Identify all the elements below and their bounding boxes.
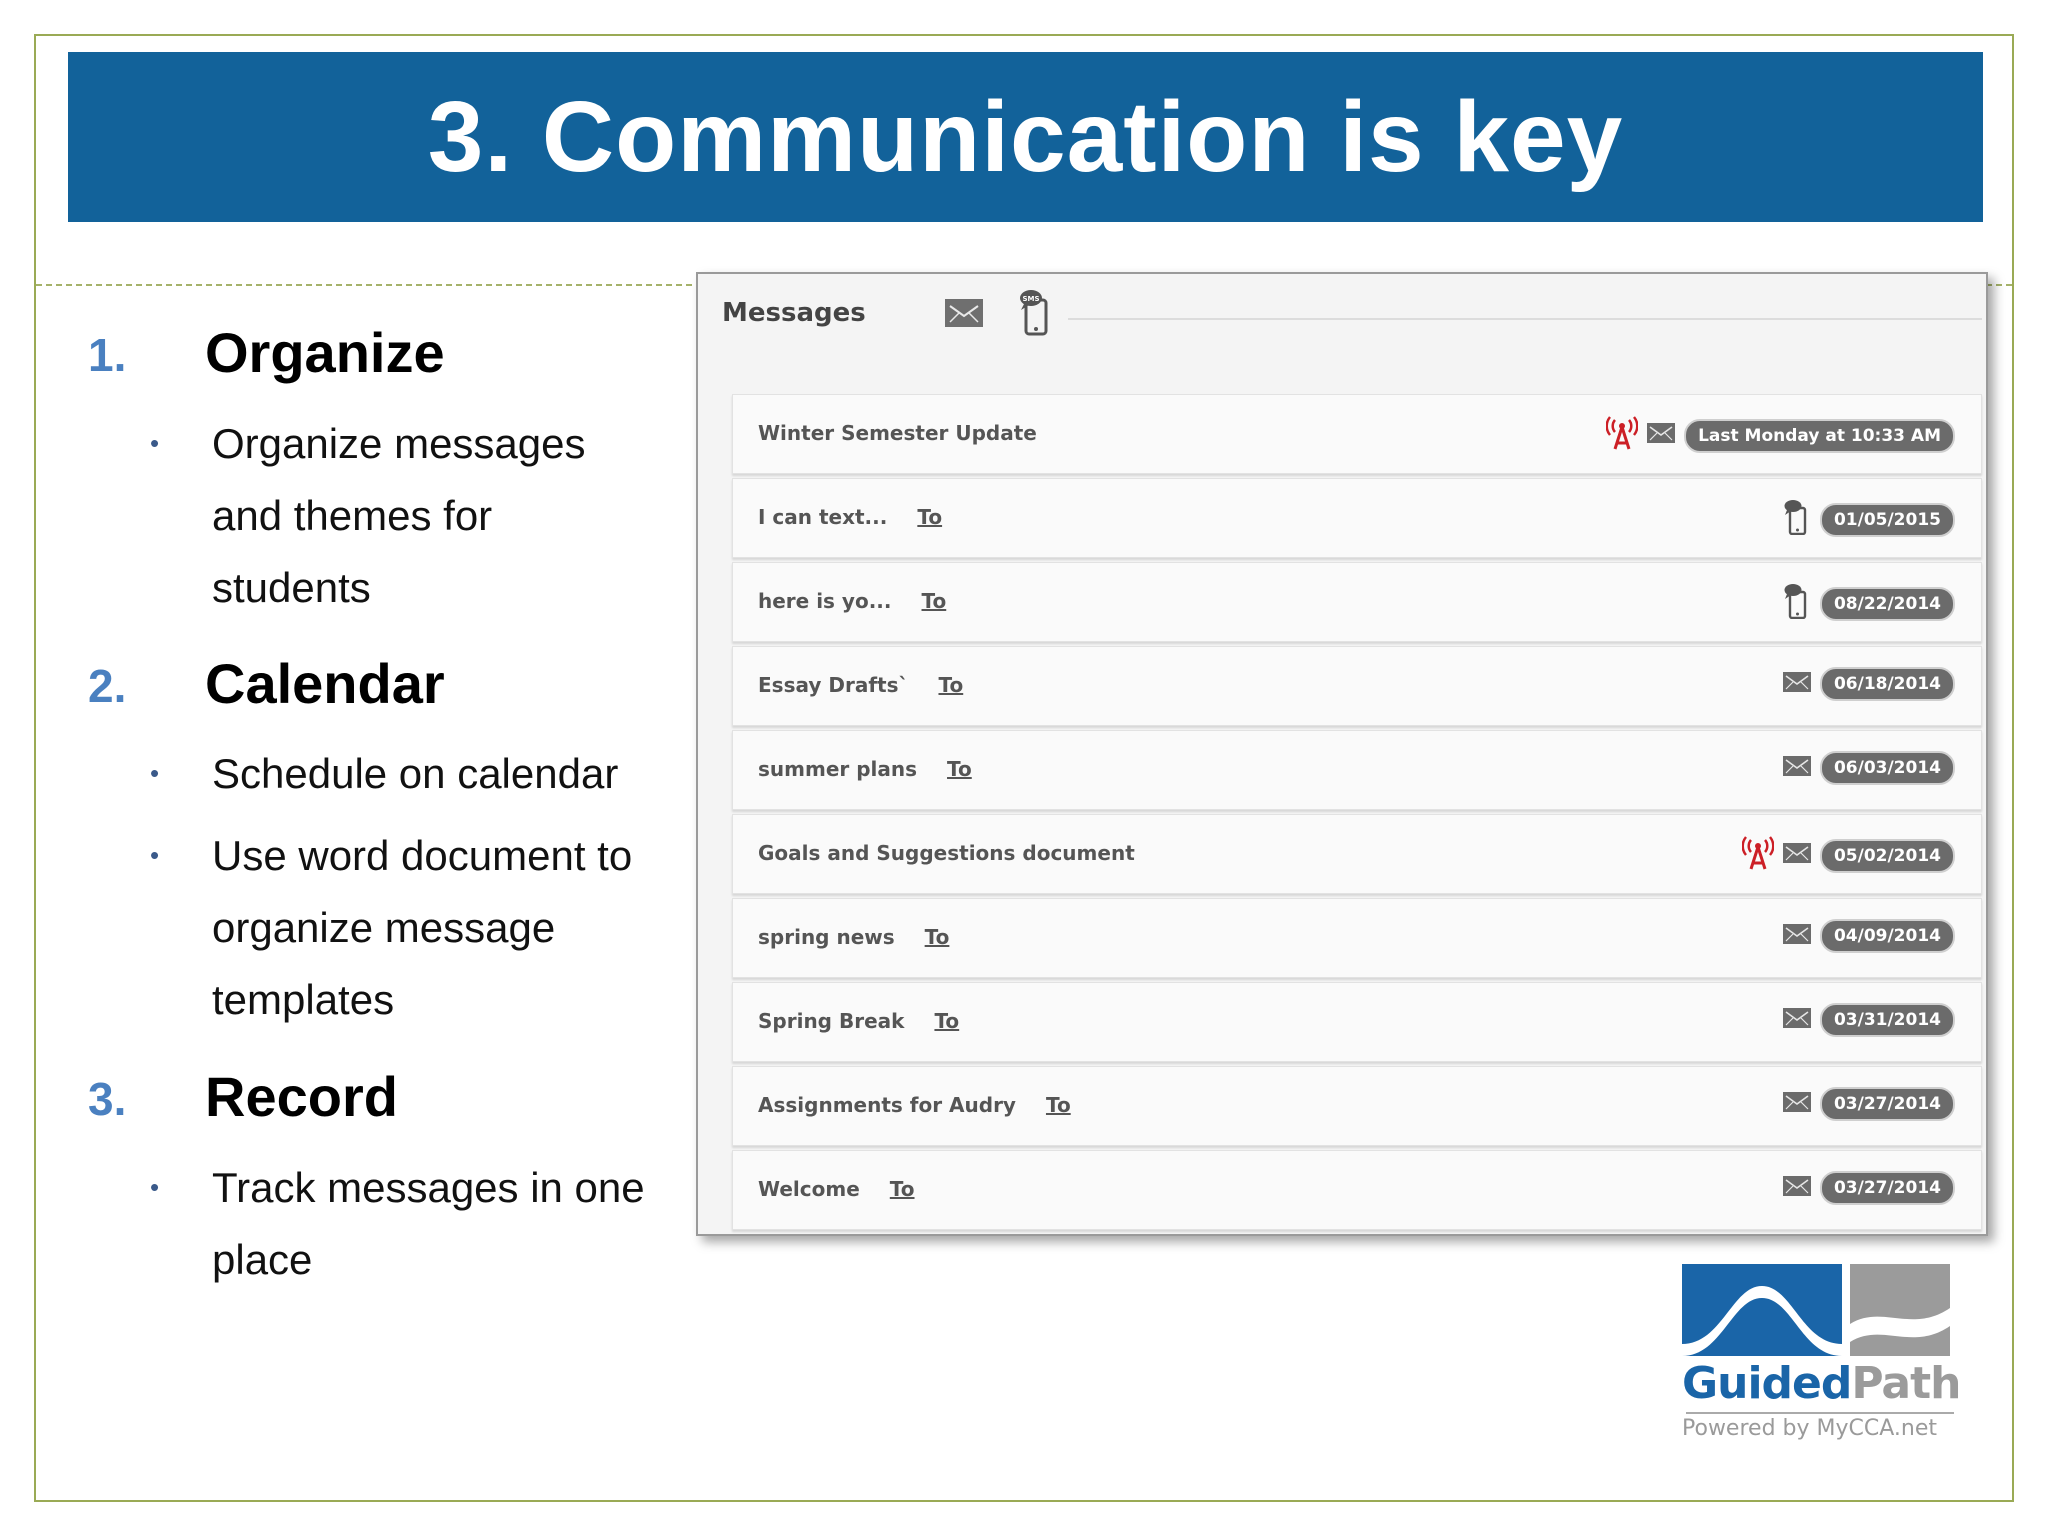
message-meta: [1782, 1003, 1955, 1037]
message-row[interactable]: [732, 982, 1982, 1062]
message-meta: [1782, 667, 1955, 701]
messages-title: Messages: [722, 298, 866, 328]
message-subject: [758, 589, 946, 613]
message-row[interactable]: [732, 814, 1982, 894]
date-badge: 03/27/2014: [1820, 1087, 1955, 1121]
mail-icon: [1646, 422, 1676, 449]
bullet-line: Use word document to: [212, 832, 633, 879]
message-meta: [1742, 835, 1955, 876]
message-subject-text: here is yo...: [758, 589, 892, 613]
message-row[interactable]: [732, 562, 1982, 642]
guidedpath-logo: [1682, 1264, 1962, 1454]
message-subject: [758, 925, 949, 949]
to-recipients-link[interactable]: To: [924, 925, 950, 949]
outline-number: 3.: [88, 1073, 127, 1125]
date-badge: 06/18/2014: [1820, 667, 1955, 701]
message-meta: [1782, 1171, 1955, 1205]
bullet-text: [212, 408, 682, 624]
bullet-line: Schedule on calendar: [212, 750, 619, 797]
to-recipients-link[interactable]: To: [938, 673, 964, 697]
date-badge: 01/05/2015: [1820, 503, 1955, 537]
bullet-text: [212, 1152, 682, 1296]
message-row[interactable]: [732, 1066, 1982, 1146]
mail-icon: [1782, 923, 1812, 950]
messages-header: [698, 274, 1986, 354]
bullet-line: and themes for: [212, 492, 493, 539]
message-subject: [758, 1177, 915, 1201]
message-meta: [1782, 1087, 1955, 1121]
message-row[interactable]: [732, 646, 1982, 726]
date-badge: 03/31/2014: [1820, 1003, 1955, 1037]
message-subject-text: summer plans: [758, 757, 918, 781]
broadcast-alert-icon: [1742, 835, 1774, 876]
message-subject: [758, 421, 1037, 445]
sms-phone-icon: [1782, 499, 1812, 540]
message-row[interactable]: [732, 1150, 1982, 1230]
mail-icon: [1782, 842, 1812, 869]
message-row[interactable]: [732, 478, 1982, 558]
bullet-text: [212, 738, 682, 810]
message-meta: [1782, 499, 1955, 540]
messages-panel: [696, 272, 1988, 1236]
sms-phone-icon: [1782, 583, 1812, 624]
bullet-line: Organize messages: [212, 420, 586, 467]
date-badge: 05/02/2014: [1820, 839, 1955, 873]
message-subject-text: Spring Break: [758, 1009, 905, 1033]
message-subject: [758, 505, 942, 529]
logo-rule: [1686, 1412, 1954, 1414]
bullet-line: place: [212, 1236, 313, 1283]
bullet-dot: •: [150, 1172, 160, 1202]
message-row[interactable]: [732, 394, 1982, 474]
message-meta: [1782, 751, 1955, 785]
message-subject: [758, 841, 1135, 865]
to-recipients-link[interactable]: To: [921, 589, 947, 613]
title-banner: [68, 52, 1983, 222]
message-subject-text: spring news: [758, 925, 895, 949]
outline-heading-record: Record: [205, 1065, 398, 1128]
bullet-line: organize message: [212, 904, 556, 951]
message-row[interactable]: [732, 730, 1982, 810]
to-recipients-link[interactable]: To: [917, 505, 943, 529]
logo-mark: [1682, 1264, 1962, 1364]
mail-icon[interactable]: [944, 298, 984, 333]
message-meta: [1782, 919, 1955, 953]
bullet-line: Track messages in one: [212, 1164, 645, 1211]
broadcast-alert-icon: [1606, 415, 1638, 456]
to-recipients-link[interactable]: To: [934, 1009, 960, 1033]
bullet-dot: •: [150, 758, 160, 788]
message-subject: [758, 1093, 1071, 1117]
bullet-line: templates: [212, 976, 395, 1023]
logo-tagline: Powered by MyCCA.net: [1682, 1416, 1937, 1441]
message-row-partial[interactable]: [732, 1234, 1982, 1236]
message-subject-text: Assignments for Audry: [758, 1093, 1016, 1117]
bullet-dot: •: [150, 840, 160, 870]
svg-text:SMS: SMS: [1022, 295, 1040, 303]
bullet-line: students: [212, 564, 371, 611]
message-meta: [1782, 583, 1955, 624]
outline-heading-organize: Organize: [205, 321, 445, 384]
message-subject-text: Welcome: [758, 1177, 860, 1201]
message-meta: [1606, 415, 1955, 456]
slide-title: 3. Communication is key: [427, 80, 1624, 193]
mail-icon: [1782, 671, 1812, 698]
date-badge: 03/27/2014: [1820, 1171, 1955, 1205]
message-subject-text: Winter Semester Update: [758, 421, 1037, 445]
date-badge: 04/09/2014: [1820, 919, 1955, 953]
message-subject-text: I can text...: [758, 505, 888, 529]
date-badge: Last Monday at 10:33 AM: [1684, 419, 1955, 453]
mail-icon: [1782, 1007, 1812, 1034]
messages-list: [732, 394, 1982, 1236]
logo-wordmark: [1682, 1358, 1962, 1409]
to-recipients-link[interactable]: To: [947, 757, 972, 781]
mail-icon: [1782, 755, 1812, 782]
to-recipients-link[interactable]: To: [1045, 1093, 1071, 1117]
message-subject: [758, 673, 963, 697]
message-subject-text: Goals and Suggestions document: [758, 841, 1135, 865]
mail-icon: [1782, 1175, 1812, 1202]
outline-heading-calendar: Calendar: [205, 652, 445, 715]
message-subject-text: Essay Drafts`: [758, 673, 909, 697]
outline-number: 2.: [88, 660, 127, 712]
logo-word-guided: Guided: [1682, 1358, 1852, 1409]
date-badge: 08/22/2014: [1820, 587, 1955, 621]
message-row[interactable]: [732, 898, 1982, 978]
mail-icon: [1782, 1091, 1812, 1118]
to-recipients-link[interactable]: To: [889, 1177, 915, 1201]
bullet-dot: •: [150, 428, 160, 458]
message-subject: [758, 1009, 959, 1033]
logo-word-path: Path: [1851, 1358, 1961, 1409]
bullet-text: [212, 820, 682, 1036]
outline-number: 1.: [88, 329, 127, 381]
sms-phone-icon[interactable]: [1016, 288, 1056, 341]
message-subject: [758, 757, 972, 781]
header-rule: [1068, 318, 1982, 320]
date-badge: 06/03/2014: [1820, 751, 1955, 785]
